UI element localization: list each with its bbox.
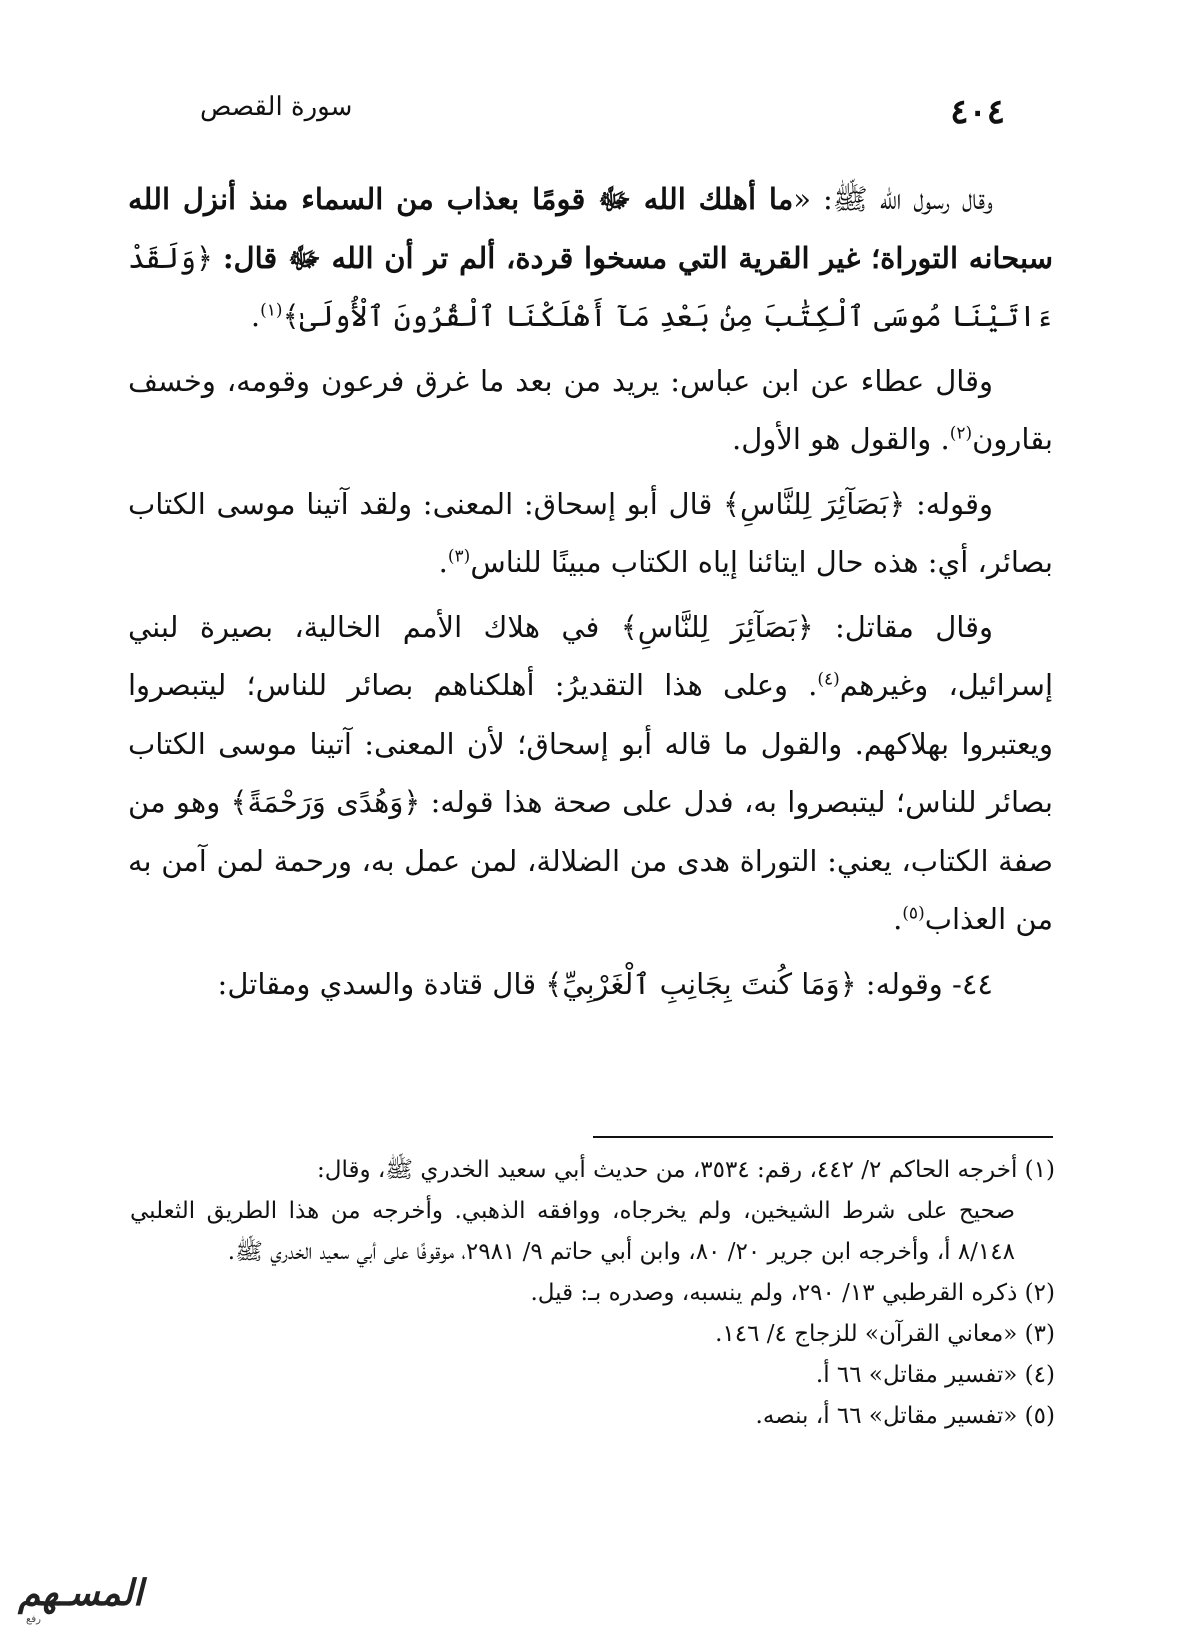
footnote-ref: (٤)	[817, 669, 840, 690]
hadith-text: ما أهلك الله ﷻ قومًا بعذاب من السماء منذ أنزل الله سبحانه التوراة؛ غير القرية التي مسخوا قردة، ألم تر أن الله ﷻ قال:	[128, 182, 1054, 275]
footnote-number: (٣)	[1024, 1321, 1055, 1347]
footnote-ref: (١)	[260, 300, 283, 321]
paragraph	[128, 475, 1053, 592]
footnote-text: أخرجه الحاكم ٢/ ٤٤٢، رقم: ٣٥٣٤، من حديث أبي سعيد الخدري ﷺ، وقال:	[317, 1157, 1018, 1183]
paragraph	[128, 170, 1053, 346]
footnote-text: «معاني القرآن» للزجاج ٤/ ١٤٦.	[715, 1321, 1018, 1347]
main-text	[128, 170, 1053, 1019]
quran-quote: ﴿بَصَآئِرَ لِلنَّاسِ﴾	[723, 486, 906, 521]
text-run: وقال مقاتل:	[813, 609, 993, 644]
library-stamp-logo	[12, 1570, 143, 1632]
text-run: ٤٤- وقوله:	[856, 966, 993, 1001]
footnote-text: «تفسير مقاتل» ٦٦ أ.	[815, 1362, 1018, 1388]
footnote	[130, 1273, 1055, 1314]
footnote-text: ذكره القرطبي ١٣/ ٢٩٠، ولم ينسبه، وصدره بـ: قيل.	[530, 1280, 1018, 1306]
quran-quote: ﴿وَهُدًى وَرَحْمَةً﴾	[230, 785, 421, 819]
quran-quote: ﴿وَمَا كُنتَ بِجَانِبِ ٱلْغَرْبِيِّ﴾	[545, 966, 857, 1001]
paragraph	[128, 598, 1053, 949]
footnote	[130, 1396, 1055, 1437]
footnotes	[130, 1150, 1055, 1437]
text-run: قال قتادة والسدي ومقاتل:	[217, 966, 546, 1001]
text-run: .	[250, 299, 261, 333]
paragraph	[128, 955, 1053, 1014]
footnote-number: (٢)	[1024, 1280, 1055, 1306]
text-run: .	[893, 902, 903, 936]
text-run: وقوله:	[905, 486, 993, 521]
footnote-number: (٤)	[1024, 1362, 1055, 1388]
running-title: سورة القصص	[200, 92, 353, 122]
text-run: في هلاك الأمم الخالية، بصيرة لبني إسرائيل، وغيرهم	[128, 609, 1053, 702]
text-run: قال أبو إسحاق: المعنى: ولقد آتينا موسى الكتاب بصائر، أي: هذه حال ايتائنا إياه الكتاب مبينًا للناس	[128, 486, 1053, 579]
footnote-ref: (٥)	[902, 903, 925, 924]
footnote-continuation: صحيح على شرط الشيخين، ولم يخرجاه، ووافقه الذهبي. وأخرجه من هذا الطريق الثعلبي ٨/١٤٨ أ، وأخرجه ابن جرير ٢٠/ ٨٠، وابن أبي حاتم ٩/ ٢٩٨١، موقوفًا على أبي سعيد الخدري ﷺ.	[130, 1198, 1015, 1265]
text-run: . والقول هو الأول.	[732, 422, 950, 456]
footnote-number: (٥)	[1024, 1403, 1055, 1429]
paragraph	[128, 352, 1053, 469]
footnote-number: (١)	[1024, 1157, 1055, 1183]
text-run: .	[438, 545, 448, 579]
footnote-ref: (٣)	[447, 546, 471, 567]
footnote-divider	[593, 1136, 1053, 1138]
text-run: . وعلى هذا التقديرُ: أهلكناهم بصائر للناس؛ ليتبصروا ويعتبروا بهلاكهم. والقول ما قاله أبو إسحاق؛ لأن المعنى: آتينا موسى الكتاب بصائر للناس؛ ليتبصروا به، فدل على صحة هذا قوله:	[128, 668, 1053, 819]
footnote	[130, 1355, 1055, 1396]
page-number: ٤٠٤	[950, 92, 1005, 132]
stamp-calligraphy: المسـهم	[18, 1572, 143, 1614]
text-run: وقال رسول الله ﷺ: «	[793, 182, 994, 216]
quran-quote: ﴿بَصَآئِرَ لِلنَّاسِ﴾	[620, 609, 814, 644]
footnote	[130, 1150, 1055, 1273]
page-header	[200, 92, 1005, 142]
footnote	[130, 1314, 1055, 1355]
text-run: وقال عطاء عن ابن عباس: يريد من بعد ما غرق فرعون وقومه، وخسف بقارون	[128, 363, 1053, 456]
quran-quote: ﴿وَلَقَدْ ءَاتَيْنَا مُوسَى ٱلْكِتَٰبَ مِنۢ بَعْدِ مَآ أَهْلَكْنَا ٱلْقُرُونَ ٱلْأُولَىٰ﴾	[128, 240, 1053, 333]
stamp-subtext: رفع	[26, 1614, 41, 1625]
footnote-ref: (٢)	[949, 423, 973, 444]
footnote-text: «تفسير مقاتل» ٦٦ أ، بنصه.	[755, 1403, 1018, 1429]
text-run: وهو من صفة الكتاب، يعني: التوراة هدى من الضلالة، لمن عمل به، ورحمة لمن آمن به من العذاب	[128, 785, 1053, 936]
